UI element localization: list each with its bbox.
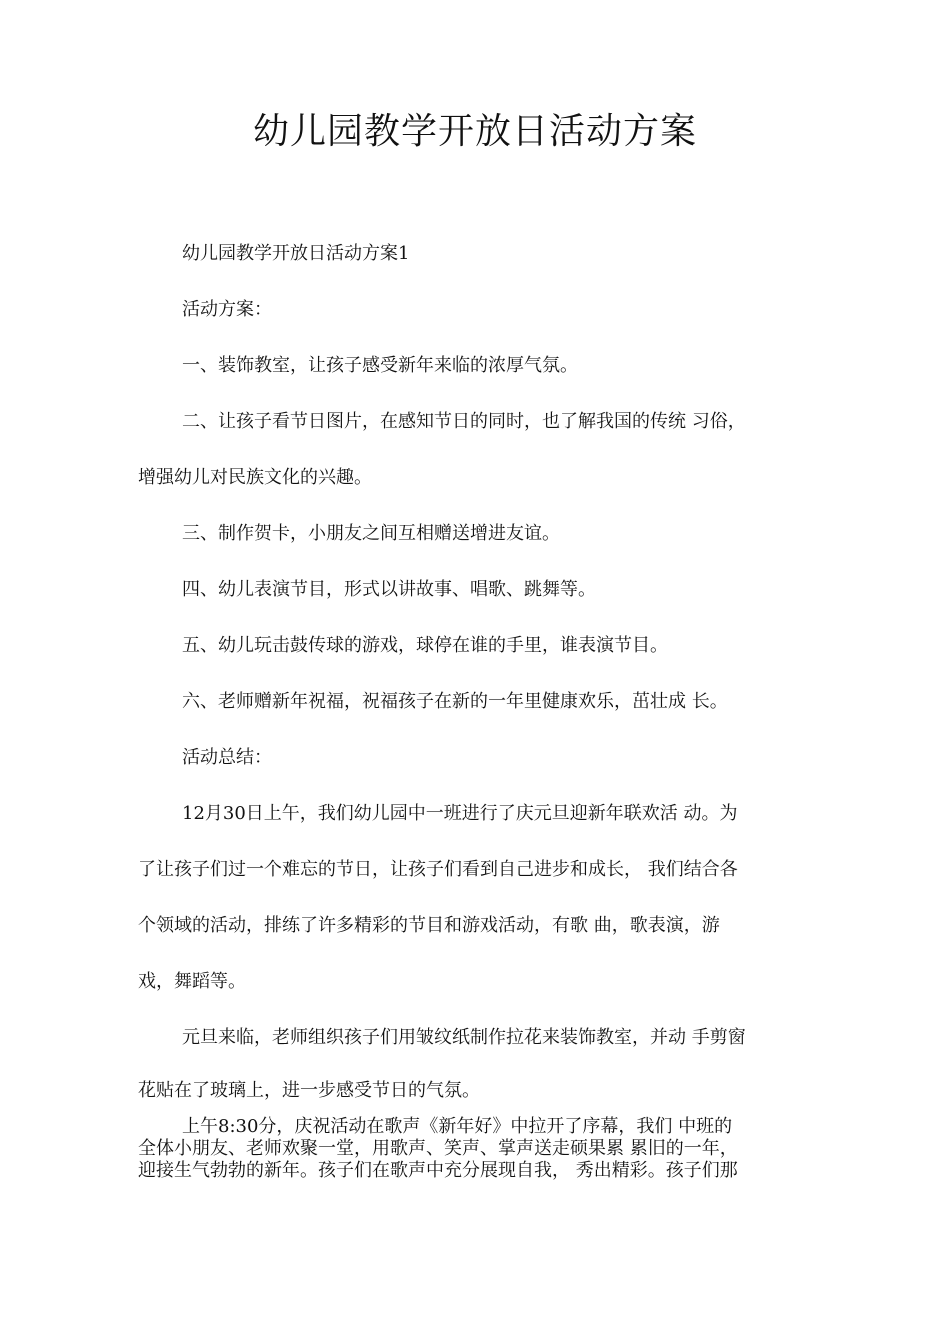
paragraph-line: 上午8:30分，庆祝活动在歌声《新年好》中拉开了序幕，我们 中班的 — [182, 1116, 733, 1137]
paragraph-line: 六、老师赠新年祝福，祝福孩子在新的一年里健康欢乐，茁壮成 长。 — [182, 691, 728, 712]
section-heading: 幼儿园教学开放日活动方案1 — [182, 243, 410, 264]
paragraph-line: 增强幼儿对民族文化的兴趣。 — [138, 467, 372, 488]
paragraph-line: 五、幼儿玩击鼓传球的游戏，球停在谁的手里，谁表演节目。 — [182, 635, 668, 656]
paragraph-line: 一、装饰教室，让孩子感受新年来临的浓厚气氛。 — [182, 355, 578, 376]
paragraph-line: 花贴在了玻璃上，进一步感受节日的气氛。 — [138, 1080, 480, 1101]
paragraph-line: 个领域的活动，排练了许多精彩的节目和游戏活动，有歌 曲，歌表演，游 — [138, 915, 720, 936]
paragraph-line: 迎接生气勃勃的新年。孩子们在歌声中充分展现自我， 秀出精彩。孩子们那 — [138, 1160, 738, 1181]
paragraph-line: 元旦来临，老师组织孩子们用皱纹纸制作拉花来装饰教室，并动 手剪窗 — [182, 1027, 746, 1048]
paragraph-line: 二、让孩子看节日图片，在感知节日的同时，也了解我国的传统 习俗， — [182, 411, 746, 432]
paragraph-line: 活动方案： — [182, 299, 272, 320]
paragraph-line: 12月30日上午，我们幼儿园中一班进行了庆元旦迎新年联欢活 动。为 — [182, 803, 738, 824]
paragraph-line: 活动总结： — [182, 747, 272, 768]
paragraph-line: 戏，舞蹈等。 — [138, 971, 246, 992]
paragraph-line: 三、制作贺卡，小朋友之间互相赠送增进友谊。 — [182, 523, 560, 544]
paragraph-line: 了让孩子们过一个难忘的节日，让孩子们看到自己进步和成长， 我们结合各 — [138, 859, 738, 880]
document-title: 幼儿园教学开放日活动方案 — [252, 111, 697, 152]
paragraph-line: 全体小朋友、老师欢聚一堂，用歌声、笑声、掌声送走硕果累 累旧的一年， — [138, 1138, 738, 1159]
paragraph-line: 四、幼儿表演节目，形式以讲故事、唱歌、跳舞等。 — [182, 579, 596, 600]
